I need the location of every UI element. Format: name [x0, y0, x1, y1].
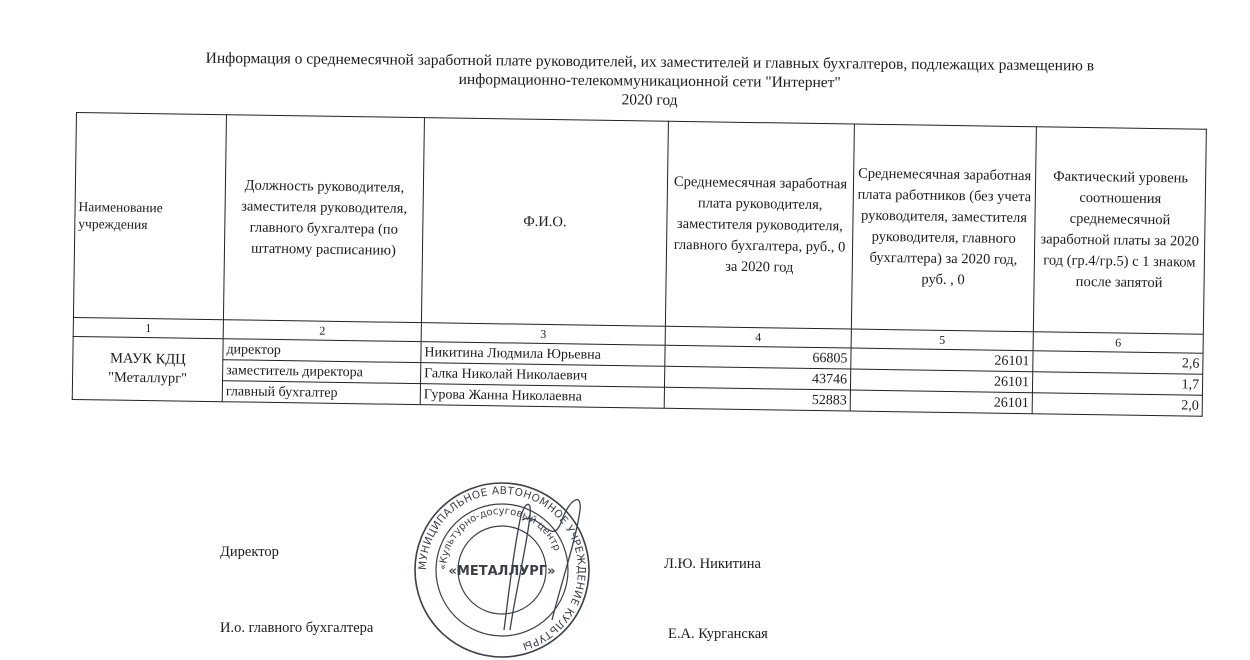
header-ratio: Фактический уровень соотношения среднемесячной заработной платы за 2020 год (гр.4/гр.5) с 1 знаком после запятой [1033, 127, 1206, 334]
salary-head-cell: 52883 [664, 387, 850, 411]
column-number: 5 [851, 329, 1033, 351]
salary-staff-cell: 26101 [850, 369, 1032, 393]
seal-outer-text: МУНИЦИПАЛЬНОЕ АВТОНОМНОЕ УЧРЕЖДЕНИЕ КУЛЬТУРЫ [416, 484, 588, 653]
ratio-cell: 2,0 [1032, 393, 1202, 417]
column-number: 2 [223, 320, 421, 342]
ratio-cell: 1,7 [1032, 372, 1202, 396]
salary-head-cell: 43746 [664, 366, 850, 390]
official-seal-stamp [412, 480, 592, 660]
column-number: 6 [1033, 332, 1203, 354]
director-name: Л.Ю. Никитина [664, 556, 761, 572]
director-label: Директор [220, 544, 279, 560]
svg-text:«Культурно-досуговый центр [438, 506, 562, 570]
seal-inner-text: «Культурно-досуговый центр [437, 505, 563, 571]
position-cell: директор [223, 339, 421, 363]
header-salary-head: Среднемесячная заработная плата руководителя, заместителя руководителя, главного бухгалтера, руб., 0 за 2020 год [665, 121, 854, 329]
header-fio: Ф.И.О. [421, 118, 668, 327]
column-number: 4 [665, 326, 851, 348]
accountant-name: Е.А. Курганская [668, 626, 768, 642]
position-cell: заместитель директора [223, 360, 421, 384]
salary-staff-cell: 26101 [851, 348, 1033, 372]
salary-staff-cell: 26101 [850, 390, 1032, 414]
title-line-2: информационно-телекоммуникационной сети "Интернет" [458, 70, 841, 92]
seal-center-text: «МЕТАЛЛУРГ» [448, 564, 556, 579]
salary-table [72, 112, 1207, 417]
column-number: 1 [73, 317, 223, 338]
document-title [120, 48, 1180, 114]
title-line-3: 2020 год [621, 91, 678, 109]
institution-name: МАУК КДЦ "Металлург" [72, 336, 223, 401]
fio-cell: Гурова Жанна Николаевна [420, 384, 664, 409]
header-institution: Наименование учреждения [73, 113, 226, 320]
salary-head-cell: 66805 [665, 345, 851, 369]
ratio-cell: 2,6 [1033, 351, 1203, 375]
fio-cell: Никитина Людмила Юрьевна [421, 342, 665, 367]
accountant-label: И.о. главного бухгалтера [220, 620, 374, 636]
header-salary-staff: Среднемесячная заработная плата работников (без учета руководителя, заместителя руководителя, главного бухгалтера) за 2020 год, руб. , 0 [851, 124, 1036, 332]
fio-cell: Галка Николай Николаевич [421, 363, 665, 388]
title-line-1: Информация о среднемесячной заработной плате руководителей, их заместителей и главных бухгалтеров, подлежащих размещению в [205, 49, 1095, 75]
table-header-row [73, 113, 1206, 335]
header-position: Должность руководителя, заместителя руководителя, главного бухгалтера (по штатному расписанию) [223, 115, 424, 323]
position-cell: главный бухгалтер [222, 381, 420, 405]
column-number: 3 [421, 323, 665, 346]
